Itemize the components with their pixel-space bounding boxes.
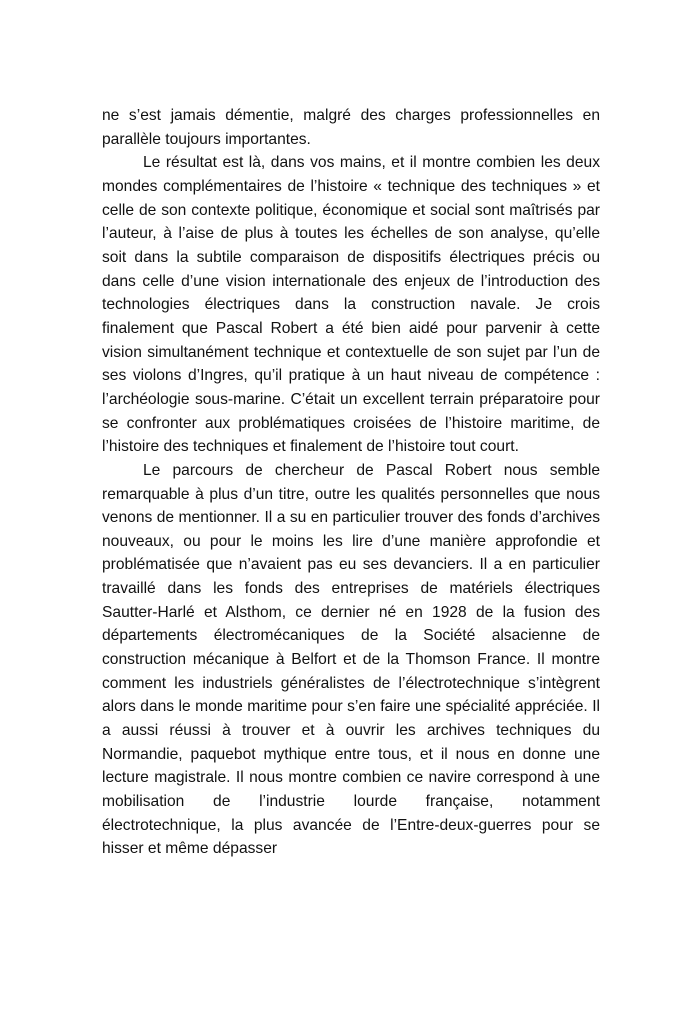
document-page bbox=[102, 104, 600, 861]
paragraph-result: Le résultat est là, dans vos mains, et il montre combien les deux mondes complémentaires de l’histoire « technique des techniques » et celle de son contexte politique, économique et social sont maîtrisés par l’auteur, à l’aise de plus à toutes les échelles de son analyse, qu’elle soit dans la subtile comparaison de dispositifs électriques précis ou dans celle d’une vision internationale des enjeux de l’introduction des technologies électriques dans la construction navale. Je crois finalement que Pascal Robert a été bien aidé pour parvenir à cette vision simultanément technique et contextuelle de son sujet par l’un de ses violons d’Ingres, qu’il pratique à un haut niveau de compétence : l’archéologie sous-marine. C’était un excellent terrain préparatoire pour se confronter aux problématiques croisées de l’histoire maritime, de l’histoire des techniques et finalement de l’histoire tout court. bbox=[102, 154, 600, 456]
paragraph-continuation: ne s’est jamais démentie, malgré des charges professionnelles en parallèle toujours importantes. bbox=[102, 107, 600, 148]
paragraph-career: Le parcours de chercheur de Pascal Robert nous semble remarquable à plus d’un titre, outre les qualités personnelles que nous venons de mentionner. Il a su en particulier trouver des fonds d’archives nouveaux, ou pour le moins les lire d’une manière approfondie et problématisée que n’avaient pas eu ses devanciers. Il a en particulier travaillé dans les fonds des entreprises de matériels électriques Sautter-Harlé et Alsthom, ce dernier né en 1928 de la fusion des départements électromécaniques de la Société alsacienne de construction mécanique à Belfort et de la Thomson France. Il montre comment les industriels généralistes de l’électrotechnique s’intègrent alors dans le monde maritime pour s’en faire une spécialité appréciée. Il a aussi réussi à trouver et à ouvrir les archives techniques du Normandie, paquebot mythique entre tous, et il nous en donne une lecture magistrale. Il nous montre combien ce navire correspond à une mobilisation de l’industrie lourde française, notamment électrotechnique, la plus avancée de l’Entre-deux-guerres pour se hisser et même dépasser bbox=[102, 461, 600, 858]
